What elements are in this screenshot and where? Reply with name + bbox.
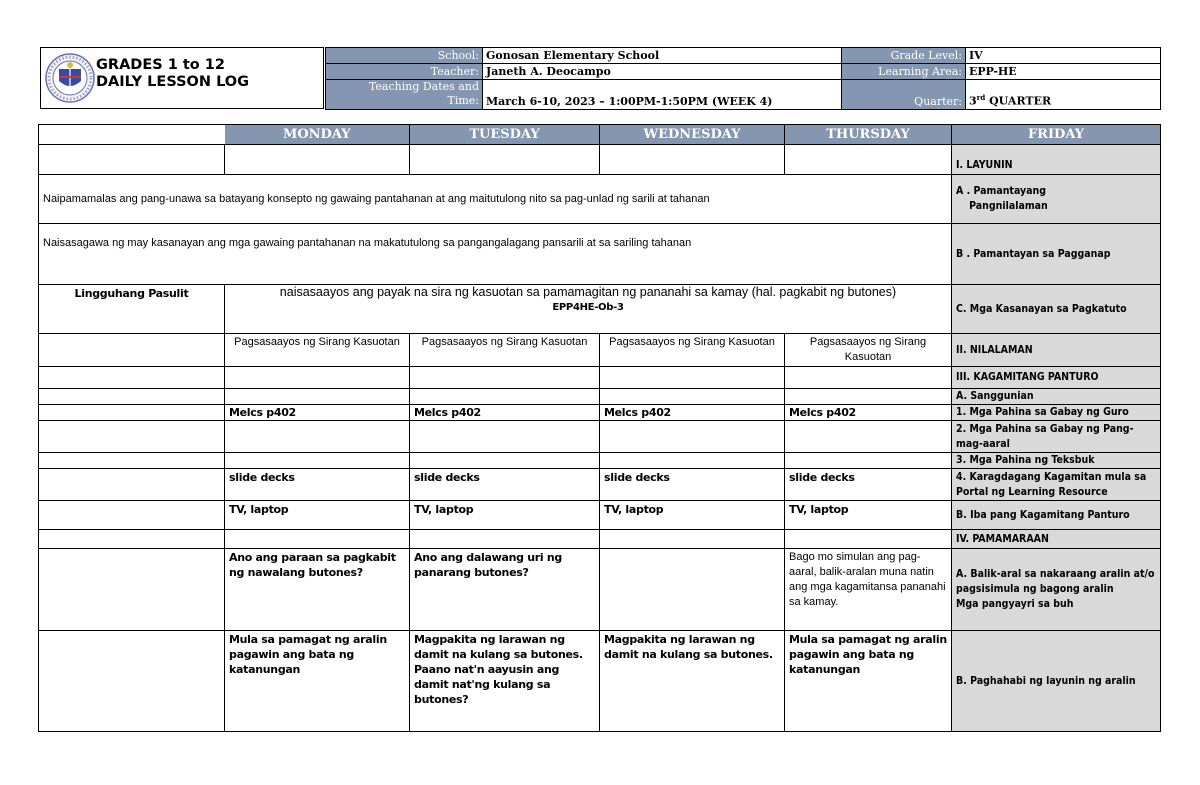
iba-row (39, 501, 1161, 530)
nilalaman-mon: Pagsasaayos ng Sirang Kasuotan (225, 334, 410, 367)
dates-label: Teaching Dates and Time: (326, 80, 483, 110)
gabay-guro-thu: Melcs p402 (785, 405, 952, 421)
karagdagang-label: 4. Karagdagang Kagamitan mula sa Portal ng Learning Resource (952, 469, 1161, 501)
school-value: Gonosan Elementary School (483, 48, 842, 64)
grade-value: IV (966, 48, 1161, 64)
pagganap-text: Naisasagawa ng may kasanayan ang mga gawaing pantahanan na makatutulong sa pangangalagang pansarili at sa sariling tahanan (39, 224, 952, 285)
balik-wed (600, 549, 785, 631)
layunin-label: I. LAYUNIN (952, 145, 1161, 175)
day-tuesday: TUESDAY (410, 125, 600, 145)
pamantayang-label: A . Pamantayang Pangnilalaman (952, 175, 1161, 224)
paghahabi-thu: Mula sa pamagat ng aralin pagawin ang bata ng katanungan (785, 631, 952, 732)
gabay-guro-wed: Melcs p402 (600, 405, 785, 421)
layunin-row (39, 145, 1161, 175)
quarter-text: QUARTER (985, 95, 1052, 108)
balik-thu: Bago mo simulan ang pag-aaral, balik-aralan muna natin ang mga kagamitansa pananahi sa kamay. (785, 549, 952, 631)
teksbuk-row (39, 453, 1161, 469)
gabay-guro-label: 1. Mga Pahina sa Gabay ng Guro (952, 405, 1161, 421)
nilalaman-thu: Pagsasaayos ng Sirang Kasuotan (785, 334, 952, 367)
teksbuk-label: 3. Mga Pahina ng Teksbuk (952, 453, 1161, 469)
kasanayan-label: C. Mga Kasanayan sa Pagkatuto (952, 285, 1161, 334)
gabay-guro-mon: Melcs p402 (225, 405, 410, 421)
quarter-number: 3 (969, 95, 977, 108)
paghahabi-tue: Magpakita ng larawan ng damit na kulang sa butones. Paano nat'n aayusin ang damit nat'ng kulang sa butones? (410, 631, 600, 732)
iba-wed: TV, laptop (600, 501, 785, 530)
nilalaman-wed: Pagsasaayos ng Sirang Kasuotan (600, 334, 785, 367)
quarter-label: Quarter: (842, 80, 966, 110)
day-wednesday: WEDNESDAY (600, 125, 785, 145)
karagdagang-mon: slide decks (225, 469, 410, 501)
day-thursday: THURSDAY (785, 125, 952, 145)
area-label: Learning Area: (842, 64, 966, 80)
paghahabi-row (39, 631, 1161, 732)
title-line1: GRADES 1 to 12 (96, 57, 225, 73)
days-header-row (39, 125, 1161, 145)
kasanayan-cell (225, 285, 952, 334)
area-value: EPP-HE (966, 64, 1161, 80)
day-friday: FRIDAY (952, 125, 1161, 145)
kasanayan-code: EPP4HE-Ob-3 (552, 302, 624, 313)
pamantayang-row (39, 175, 1161, 224)
lesson-log-table (38, 124, 1161, 732)
paghahabi-label: B. Paghahabi ng layunin ng aralin (952, 631, 1161, 732)
title-line2: DAILY LESSON LOG (96, 74, 250, 90)
karagdagang-thu: slide decks (785, 469, 952, 501)
paghahabi-mon: Mula sa pamagat ng aralin pagawin ang bata ng katanungan (225, 631, 410, 732)
karagdagang-wed: slide decks (600, 469, 785, 501)
karagdagang-row (39, 469, 1161, 501)
kasanayan-row (39, 285, 1161, 334)
balik-mon: Ano ang paraan sa pagkabit ng nawalang butones? (225, 549, 410, 631)
gabay-mag-label: 2. Mga Pahina sa Gabay ng Pang-mag-aaral (952, 421, 1161, 453)
teacher-value: Janeth A. Deocampo (483, 64, 842, 80)
nilalaman-row (39, 334, 1161, 367)
teacher-label: Teacher: (326, 64, 483, 80)
dates-value: March 6-10, 2023 – 1:00PM-1:50PM (WEEK 4) (483, 80, 842, 110)
kasanayan-left: Lingguhang Pasulit (39, 285, 225, 334)
iba-label: B. Iba pang Kagamitang Panturo (952, 501, 1161, 530)
title-box (40, 47, 324, 109)
pamamaraan-row (39, 530, 1161, 549)
gabay-mag-row (39, 421, 1161, 453)
nilalaman-tue: Pagsasaayos ng Sirang Kasuotan (410, 334, 600, 367)
iba-mon: TV, laptop (225, 501, 410, 530)
balik-tue: Ano ang dalawang uri ng panarang butones? (410, 549, 600, 631)
iba-tue: TV, laptop (410, 501, 600, 530)
pagganap-row (39, 224, 1161, 285)
title-text (96, 57, 249, 91)
sanggunian-label: A. Sanggunian (952, 389, 1161, 405)
gabay-guro-row (39, 405, 1161, 421)
kasanayan-text: naisasaayos ang payak na sira ng kasuotan sa pamamagitan ng pananahi sa kamay (hal. pagkabit ng butones) (279, 285, 897, 299)
gabay-guro-tue: Melcs p402 (410, 405, 600, 421)
karagdagang-tue: slide decks (410, 469, 600, 501)
grade-label: Grade Level: (842, 48, 966, 64)
nilalaman-label: II. NILALAMAN (952, 334, 1161, 367)
kagamitan-label: III. KAGAMITANG PANTURO (952, 367, 1161, 389)
header-info-table (325, 47, 1161, 110)
sanggunian-row (39, 389, 1161, 405)
deped-seal-icon (45, 51, 95, 105)
pamantayang-text: Naipamamalas ang pang-unawa sa batayang konsepto ng gawaing pantahanan at ang maitutulong nito sa pag-unlad ng sarili at tahanan (39, 175, 952, 224)
balik-aral-row (39, 549, 1161, 631)
balik-label: A. Balik-aral sa nakaraang aralin at/o pagsisimula ng bagong aralin Mga pangyayri sa buh (952, 549, 1161, 631)
iba-thu: TV, laptop (785, 501, 952, 530)
kagamitan-row (39, 367, 1161, 389)
pamamaraan-label: IV. PAMAMARAAN (952, 530, 1161, 549)
day-monday: MONDAY (225, 125, 410, 145)
paghahabi-wed: Magpakita ng larawan ng damit na kulang sa butones. (600, 631, 785, 732)
quarter-value (966, 80, 1161, 110)
school-label: School: (326, 48, 483, 64)
quarter-suffix: rd (976, 93, 986, 103)
pagganap-label: B . Pamantayan sa Pagganap (952, 224, 1161, 285)
